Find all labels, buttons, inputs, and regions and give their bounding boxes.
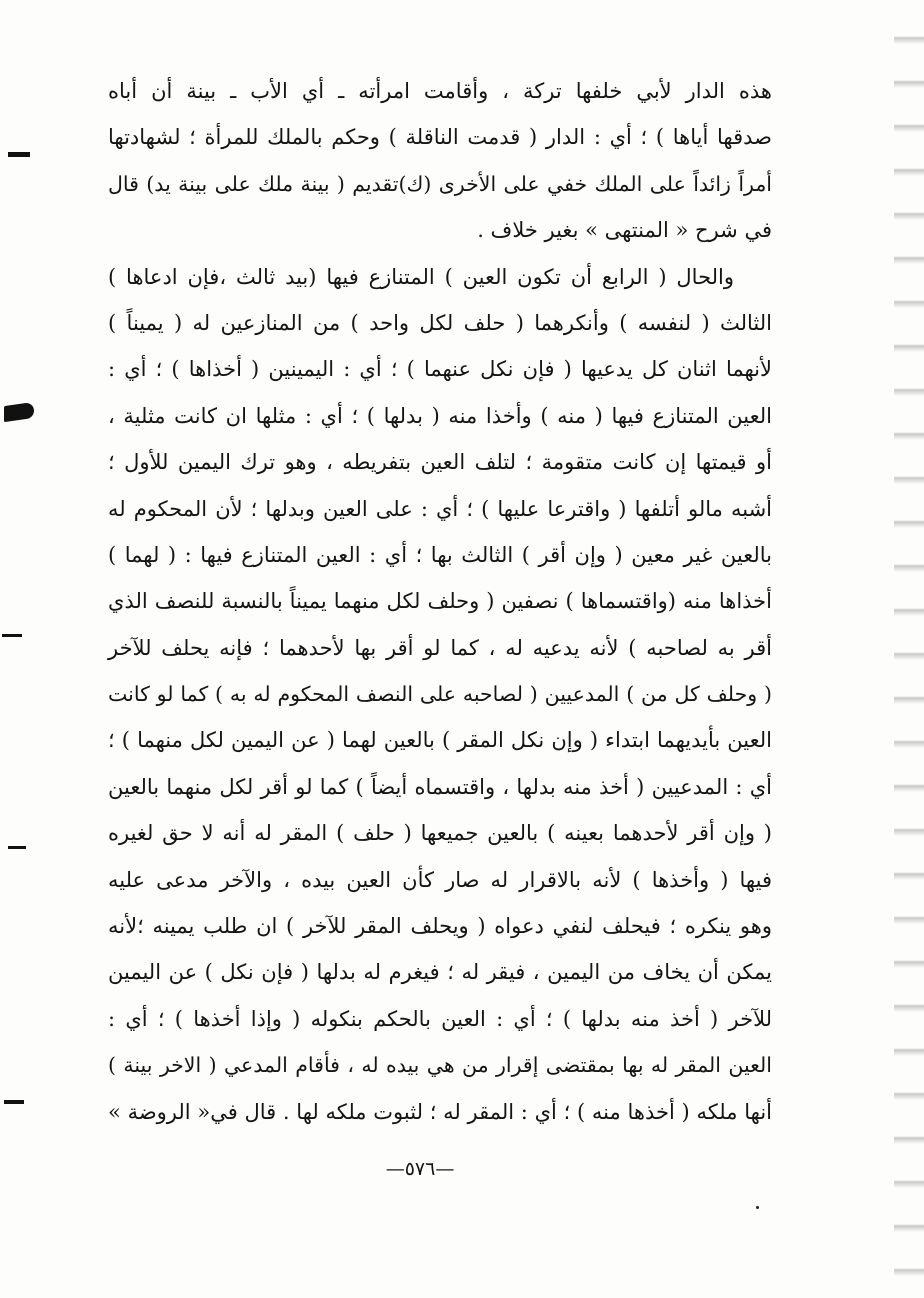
scan-speck: [756, 1206, 759, 1209]
text-line: للآخر ( أخذ منه بدلها ) ؛ أي : العين بالحكم بنكوله ( وإذا أخذها ) ؛ أي :: [108, 1006, 772, 1031]
text-line: والحال ( الرابع أن تكون العين ) المتنازع فيها (بيد ثالث ،فإن ادعاها ): [108, 264, 734, 289]
text-line: أنها ملكه ( أخذها منه ) ؛ أي : المقر له ؛ لثبوت ملكه لها . قال في« الروضة »: [108, 1099, 772, 1124]
text-line: بالعين غير معين ( وإن أقر ) الثالث بها ؛ أي : العين المتنازع فيها : ( لهما ): [108, 542, 772, 567]
body-text: [108, 68, 772, 1135]
text-line: فيها ( وأخذها ) لأنه بالاقرار له صار كأن العين بيده ، والآخر مدعى عليه: [108, 867, 772, 892]
text-line: ( وإن أقر لأحدهما بعينه ) بالعين جميعها ( حلف ) المقر له أنه لا حق لغيره: [108, 821, 772, 846]
text-line: أقر به لصاحبه ) لأنه يدعيه له ، كما لو أقر بها لأحدهما ؛ فإنه يحلف للآخر: [108, 635, 772, 660]
text-line: ( وحلف كل من ) المدعيين ( لصاحبه على النصف المحكوم له به ) كما لو كانت: [108, 682, 772, 707]
margin-ink-mark: [8, 152, 30, 157]
text-line: العين المتنازع فيها ( منه ) وأخذا منه ( بدلها ) ؛ أي : مثلها ان كانت مثلية ،: [108, 403, 772, 428]
text-line: لأنهما اثنان كل يدعيها ( فإن نكل عنهما ) ؛ أي : اليمينين ( أخذاها ) ؛ أي :: [108, 357, 772, 382]
text-line: العين بأيديهما ابتداء ( وإن نكل المقر ) بالعين لهما ( عن اليمين لكل منهما ) ؛: [108, 728, 772, 753]
margin-ink-mark: [4, 1100, 24, 1104]
text-line: أي : المدعيين ( أخذ منه بدلها ، واقتسماه أيضاً ) كما لو أقر لكل منهما بالعين: [108, 774, 772, 799]
scan-edge-noise: [894, 0, 924, 1298]
text-line: أمراً زائداً على الملك خفي على الأخرى (ك)تقديم ( بينة ملك على بينة يد) قال: [108, 171, 772, 196]
text-line: في شرح « المنتهى » بغير خلاف .: [477, 218, 772, 243]
text-line: العين المقر له بها بمقتضى إقرار من هي بيده له ، فأقام المدعي ( الاخر بينة ): [108, 1053, 772, 1078]
text-line: أشبه مالو أتلفها ( واقترعا عليها ) ؛ أي : على العين وبدلها ؛ لأن المحكوم له: [108, 496, 772, 521]
margin-ink-mark: [2, 634, 22, 637]
page-number: —٥٧٦—: [385, 1158, 455, 1180]
margin-ink-mark: [8, 846, 26, 849]
text-line: هذه الدار لأبي خلفها تركة ، وأقامت امرأته ـ أي الأب ـ بينة أن أباه: [108, 79, 772, 103]
margin-ink-mark: [4, 402, 34, 422]
text-line: أخذاها منه (واقتسماها ) نصفين ( وحلف لكل منهما يميناً بالنسبة للنصف الذي: [108, 589, 772, 614]
text-line: أو قيمتها إن كانت متقومة ؛ لتلف العين بتفريطه ، وهو ترك اليمين للأول ؛: [108, 450, 772, 475]
text-line: صدقها أياها ) ؛ أي : الدار ( قدمت الناقلة ) وحكم بالملك للمرأة ؛ لشهادتها: [108, 125, 772, 150]
text-line: وهو ينكره ؛ فيحلف لنفي دعواه ( ويحلف المقر للآخر ) ان طلب يمينه ؛لأنه: [108, 914, 772, 939]
text-line: الثالث ( لنفسه ) وأنكرهما ( حلف لكل واحد ) من المنازعين له ( يميناً ): [108, 310, 772, 335]
text-line: يمكن أن يخاف من اليمين ، فيقر له ؛ فيغرم له بدلها ( فإن نكل ) عن اليمين: [108, 960, 772, 985]
